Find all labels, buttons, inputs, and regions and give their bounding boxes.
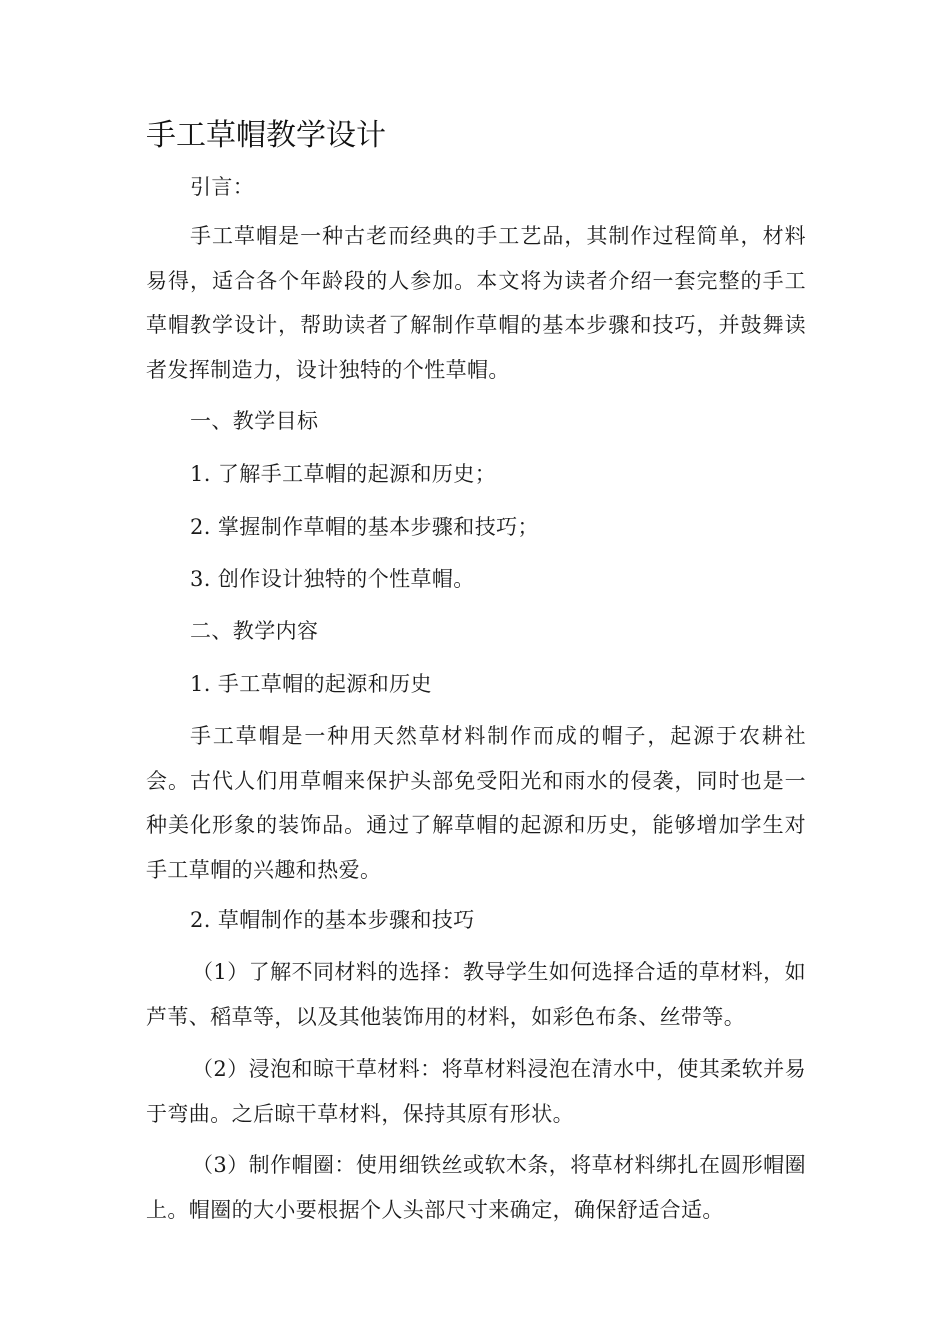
goal-item: 3. 创作设计独特的个性草帽。: [190, 567, 475, 591]
section-heading-goals: 一、教学目标: [190, 409, 319, 433]
intro-label: 引言：: [190, 175, 255, 199]
step-item: （2）浸泡和晾干草材料：将草材料浸泡在清水中，使其柔软并易于弯曲。之后晾干草材料，保持其原有形状。: [146, 1057, 806, 1126]
step-item: （1）了解不同材料的选择：教导学生如何选择合适的草材料，如芦苇、稻草等，以及其他装饰用的材料，如彩色布条、丝带等。: [146, 960, 806, 1029]
history-paragraph: 手工草帽是一种用天然草材料制作而成的帽子，起源于农耕社会。古代人们用草帽来保护头部免受阳光和雨水的侵袭，同时也是一种美化形象的装饰品。通过了解草帽的起源和历史，能够增加学生对手工草帽的兴趣和热爱。: [146, 724, 806, 882]
content-heading-steps: 2. 草帽制作的基本步骤和技巧: [190, 908, 475, 932]
step-item: （3）制作帽圈：使用细铁丝或软木条，将草材料绑扎在圆形帽圈上。帽圈的大小要根据个人头部尺寸来确定，确保舒适合适。: [146, 1153, 806, 1222]
section-heading-content: 二、教学内容: [190, 619, 319, 643]
content-heading-history: 1. 手工草帽的起源和历史: [190, 672, 432, 696]
goal-item: 2. 掌握制作草帽的基本步骤和技巧；: [190, 515, 539, 539]
document-title: 手工草帽教学设计: [146, 118, 386, 153]
intro-paragraph: 手工草帽是一种古老而经典的手工艺品，其制作过程简单，材料易得，适合各个年龄段的人参加。本文将为读者介绍一套完整的手工草帽教学设计，帮助读者了解制作草帽的基本步骤和技巧，并鼓舞读者发挥制造力，设计独特的个性草帽。: [146, 224, 806, 382]
goal-item: 1. 了解手工草帽的起源和历史；: [190, 462, 497, 486]
